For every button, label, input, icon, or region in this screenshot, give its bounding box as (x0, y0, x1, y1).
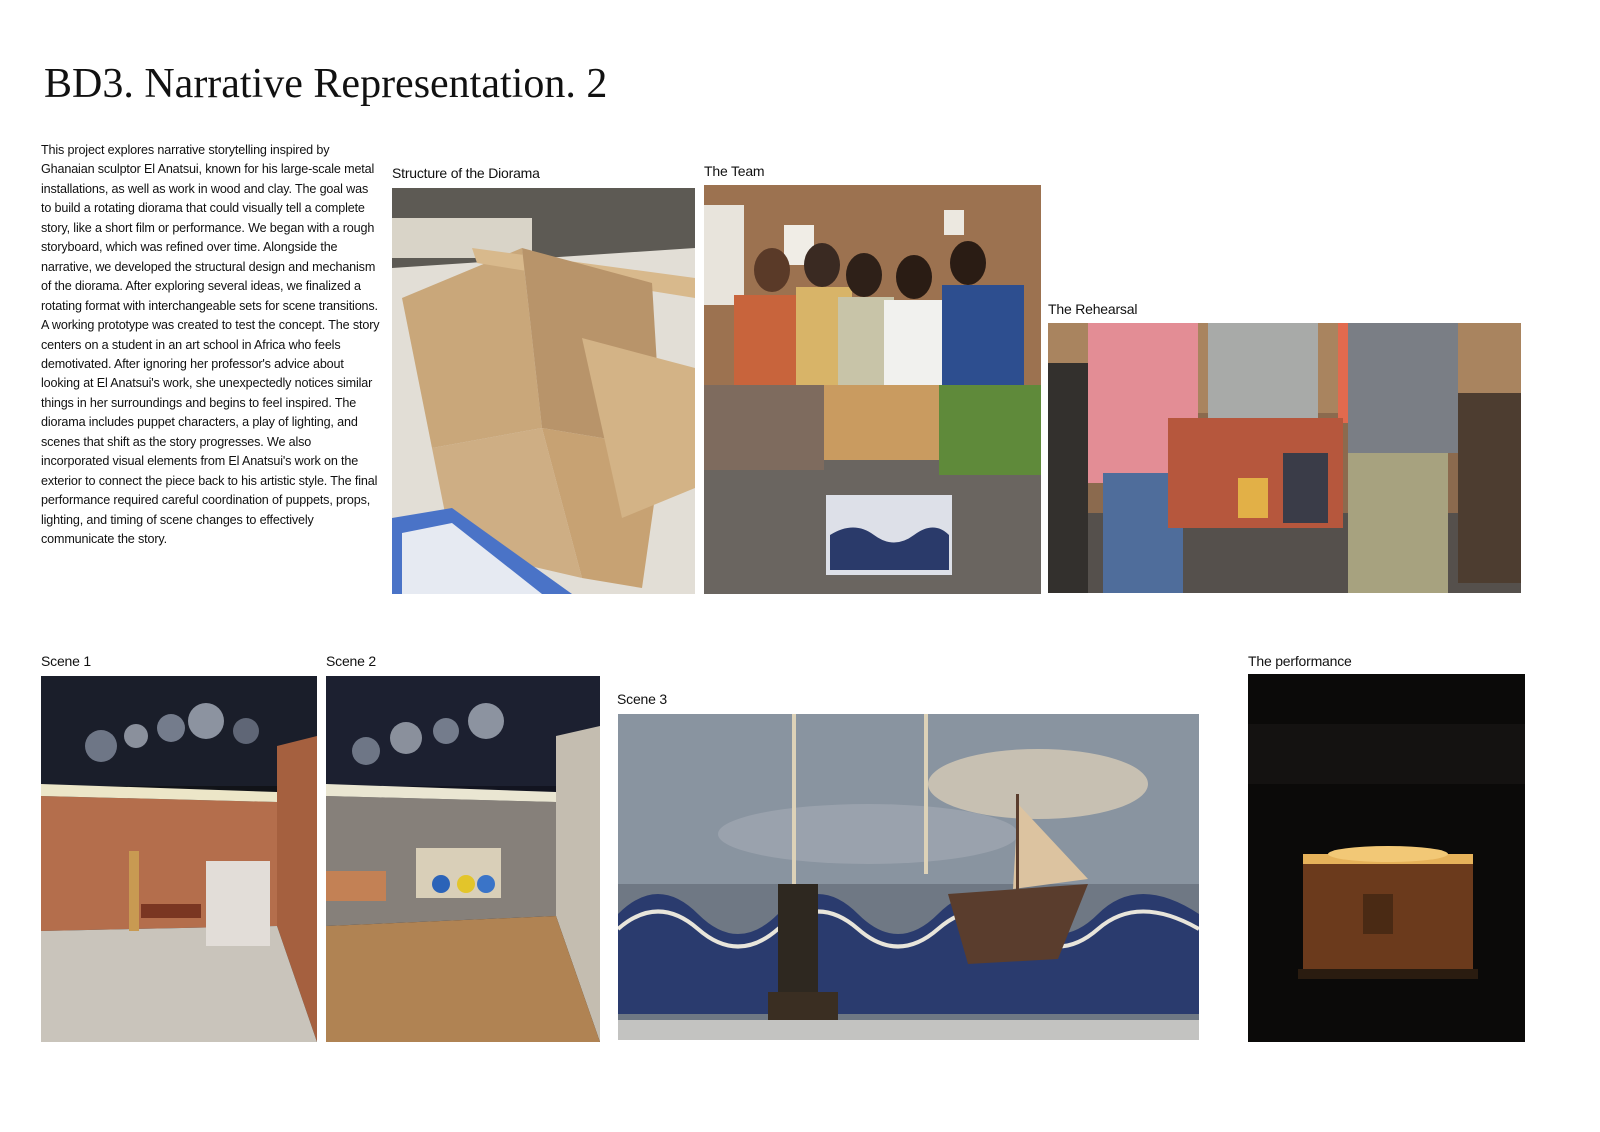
team-photo (704, 185, 1041, 594)
caption-performance: The performance (1248, 653, 1352, 669)
scene-1-photo (41, 676, 317, 1042)
performance-photo (1248, 674, 1525, 1042)
caption-rehearsal: The Rehearsal (1048, 301, 1138, 317)
caption-scene-1: Scene 1 (41, 653, 91, 669)
caption-structure: Structure of the Diorama (392, 165, 540, 181)
scene-3-photo (618, 714, 1199, 1040)
rehearsal-photo (1048, 323, 1521, 593)
caption-team: The Team (704, 163, 765, 179)
scene-2-photo (326, 676, 600, 1042)
page-title: BD3. Narrative Representation. 2 (44, 61, 608, 107)
caption-scene-3: Scene 3 (617, 691, 667, 707)
structure-photo (392, 188, 695, 594)
project-description: This project explores narrative storytelling inspired by Ghanaian sculptor El Anatsui, known for his large-scale metal installations, as well as work in wood and clay. The goal was to build a rotating diorama that could visually tell a complete story, like a short film or performance. We began with a rough storyboard, which was refined over time. Alongside the narrative, we developed the structural design and mechanism of the diorama. After exploring several ideas, we finalized a rotating format with interchangeable sets for scene transitions. A working prototype was created to test the concept. The story centers on a student in an art school in Africa who feels demotivated. After ignoring her professor's advice about looking at El Anatsui's work, she unexpectedly notices similar things in her surroundings and begins to feel inspired. The diorama includes puppet characters, a play of lighting, and scenes that shift as the story progresses. We also incorporated visual elements from El Anatsui's work on the exterior to connect the piece back to his artistic style. The final performance required careful coordination of puppets, props, lighting, and timing of scene changes to effectively communicate the story. (41, 143, 380, 547)
caption-scene-2: Scene 2 (326, 653, 376, 669)
